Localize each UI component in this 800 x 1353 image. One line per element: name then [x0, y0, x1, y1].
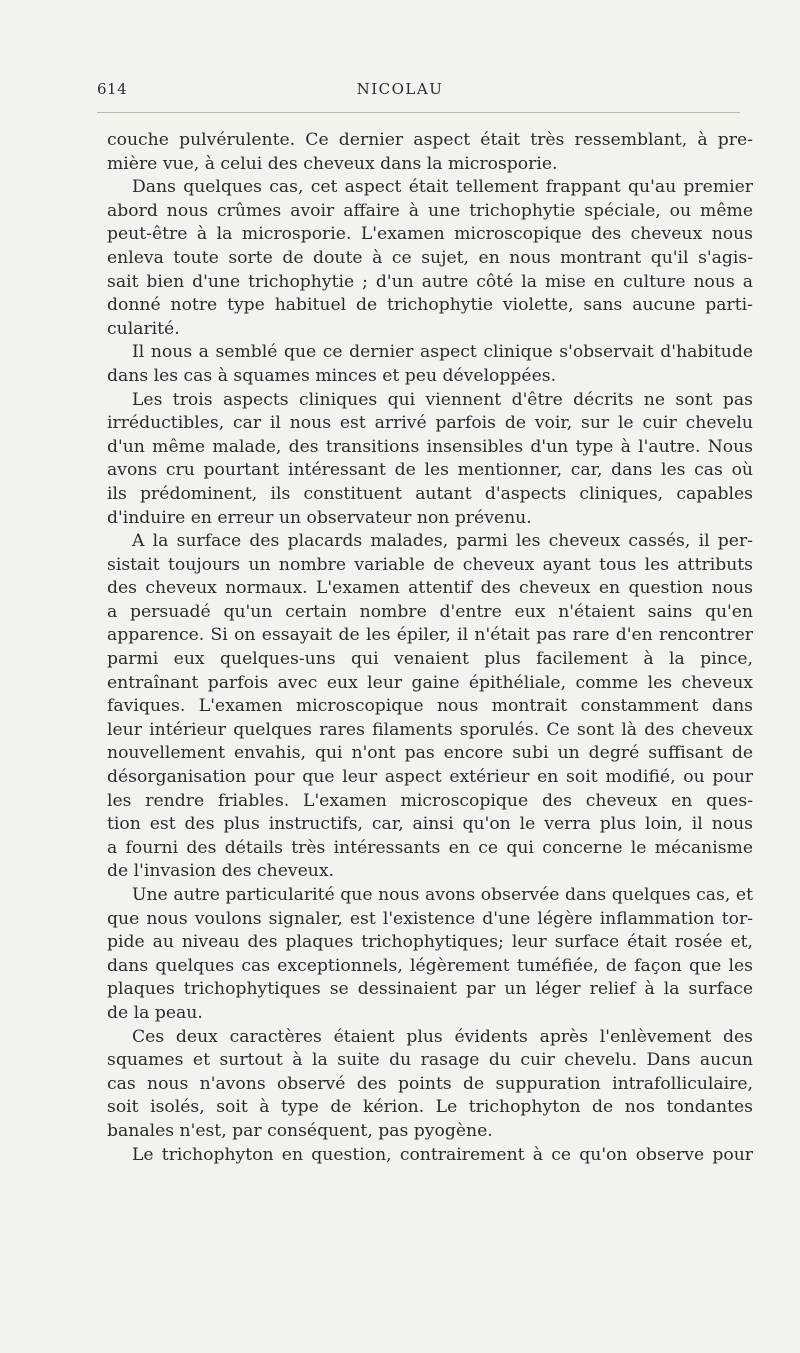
text-line: irréductibles, car il nous est arrivé parfois de voir, sur le cuir chevelu	[107, 413, 753, 434]
text-line: les rendre friables. L'examen microscopique des cheveux en ques-	[107, 790, 753, 811]
text-line: couche pulvérulente. Ce dernier aspect était très ressemblant, à pre-	[107, 130, 753, 150]
text-line: banales n'est, par conséquent, pas pyogène.	[107, 1120, 493, 1141]
text-line: d'induire en erreur un observateur non prévenu.	[107, 507, 532, 528]
text-line: Une autre particularité que nous avons observée dans quelques cas, et	[132, 885, 753, 905]
text-line: plaques trichophytiques se dessinaient par un léger relief à la surface	[107, 979, 753, 1000]
text-line: désorganisation pour que leur aspect extérieur en soit modifié, ou pour	[107, 767, 753, 788]
text-line: sait bien d'une trichophytie ; d'un autre côté la mise en culture nous a	[107, 271, 753, 292]
text-line: ils prédominent, ils constituent autant d'aspects cliniques, capables	[107, 483, 753, 504]
text-line: abord nous crûmes avoir affaire à une trichophytie spéciale, ou même	[107, 200, 753, 221]
text-line: Il nous a semblé que ce dernier aspect clinique s'observait d'habitude	[132, 342, 753, 363]
text-line: peut-être à la microsporie. L'examen microscopique des cheveux nous	[107, 224, 753, 245]
text-line: donné notre type habituel de trichophytie violette, sans aucune parti-	[107, 295, 753, 316]
text-line: Le trichophyton en question, contrairement à ce qu'on observe pour	[132, 1144, 753, 1165]
text-line: des cheveux normaux. L'examen attentif des cheveux en question nous	[107, 578, 753, 599]
text-line: parmi eux quelques-uns qui venaient plus facilement à la pince,	[107, 649, 753, 670]
text-line: tion est des plus instructifs, car, ainsi qu'on le verra plus loin, il nous	[107, 814, 753, 835]
text-line: sistait toujours un nombre variable de cheveux ayant tous les attributs	[107, 554, 753, 575]
text-line: a persuadé qu'un certain nombre d'entre eux n'étaient sains qu'en	[107, 601, 753, 622]
text-line: apparence. Si on essayait de les épiler, il n'était pas rare d'en rencontrer	[107, 625, 753, 646]
text-line: squames et surtout à la suite du rasage du cuir chevelu. Dans aucun	[107, 1050, 753, 1071]
text-line: leur intérieur quelques rares filaments sporulés. Ce sont là des cheveux	[107, 719, 753, 740]
text-line: cularité.	[107, 318, 180, 339]
body-text	[107, 129, 753, 1167]
text-line: avons cru pourtant intéressant de les mentionner, car, dans les cas où	[107, 460, 753, 481]
text-line: cas nous n'avons observé des points de suppuration intrafolliculaire,	[107, 1073, 753, 1094]
text-line: de la peau.	[107, 1002, 203, 1023]
text-line: A la surface des placards malades, parmi les cheveux cassés, il per-	[132, 531, 753, 552]
text-line: soit isolés, soit à type de kérion. Le trichophyton de nos tondantes	[107, 1097, 753, 1118]
text-line: de l'invasion des cheveux.	[107, 861, 335, 882]
text-line: entraînant parfois avec eux leur gaine épithéliale, comme les cheveux	[107, 672, 753, 693]
running-head: NICOLAU	[356, 80, 444, 98]
text-line: d'un même malade, des transitions insensibles d'un type à l'autre. Nous	[107, 436, 753, 457]
text-line: que nous voulons signaler, est l'existence d'une légère inflammation tor-	[107, 908, 753, 929]
text-line: Ces deux caractères étaient plus évidents après l'enlèvement des	[132, 1026, 753, 1047]
page-number: 614	[97, 80, 128, 98]
text-line: dans quelques cas exceptionnels, légèrement tuméfiée, de façon que les	[107, 955, 753, 976]
text-line: pide au niveau des plaques trichophytiques; leur surface était rosée et,	[107, 932, 753, 953]
text-line: dans les cas à squames minces et peu développées.	[107, 365, 557, 386]
text-line: Les trois aspects cliniques qui viennent d'être décrits ne sont pas	[132, 389, 753, 410]
text-line: enleva toute sorte de doute à ce sujet, en nous montrant qu'il s'agis-	[107, 247, 753, 268]
text-line: Dans quelques cas, cet aspect était tellement frappant qu'au premier	[132, 177, 753, 198]
header-rule	[97, 112, 740, 113]
text-line: faviques. L'examen microscopique nous montrait constamment dans	[107, 696, 753, 717]
text-line: a fourni des détails très intéressants en ce qui concerne le mécanisme	[107, 837, 753, 858]
text-line: mière vue, à celui des cheveux dans la microsporie.	[107, 153, 558, 174]
text-line: nouvellement envahis, qui n'ont pas encore subi un degré suffisant de	[107, 743, 753, 764]
